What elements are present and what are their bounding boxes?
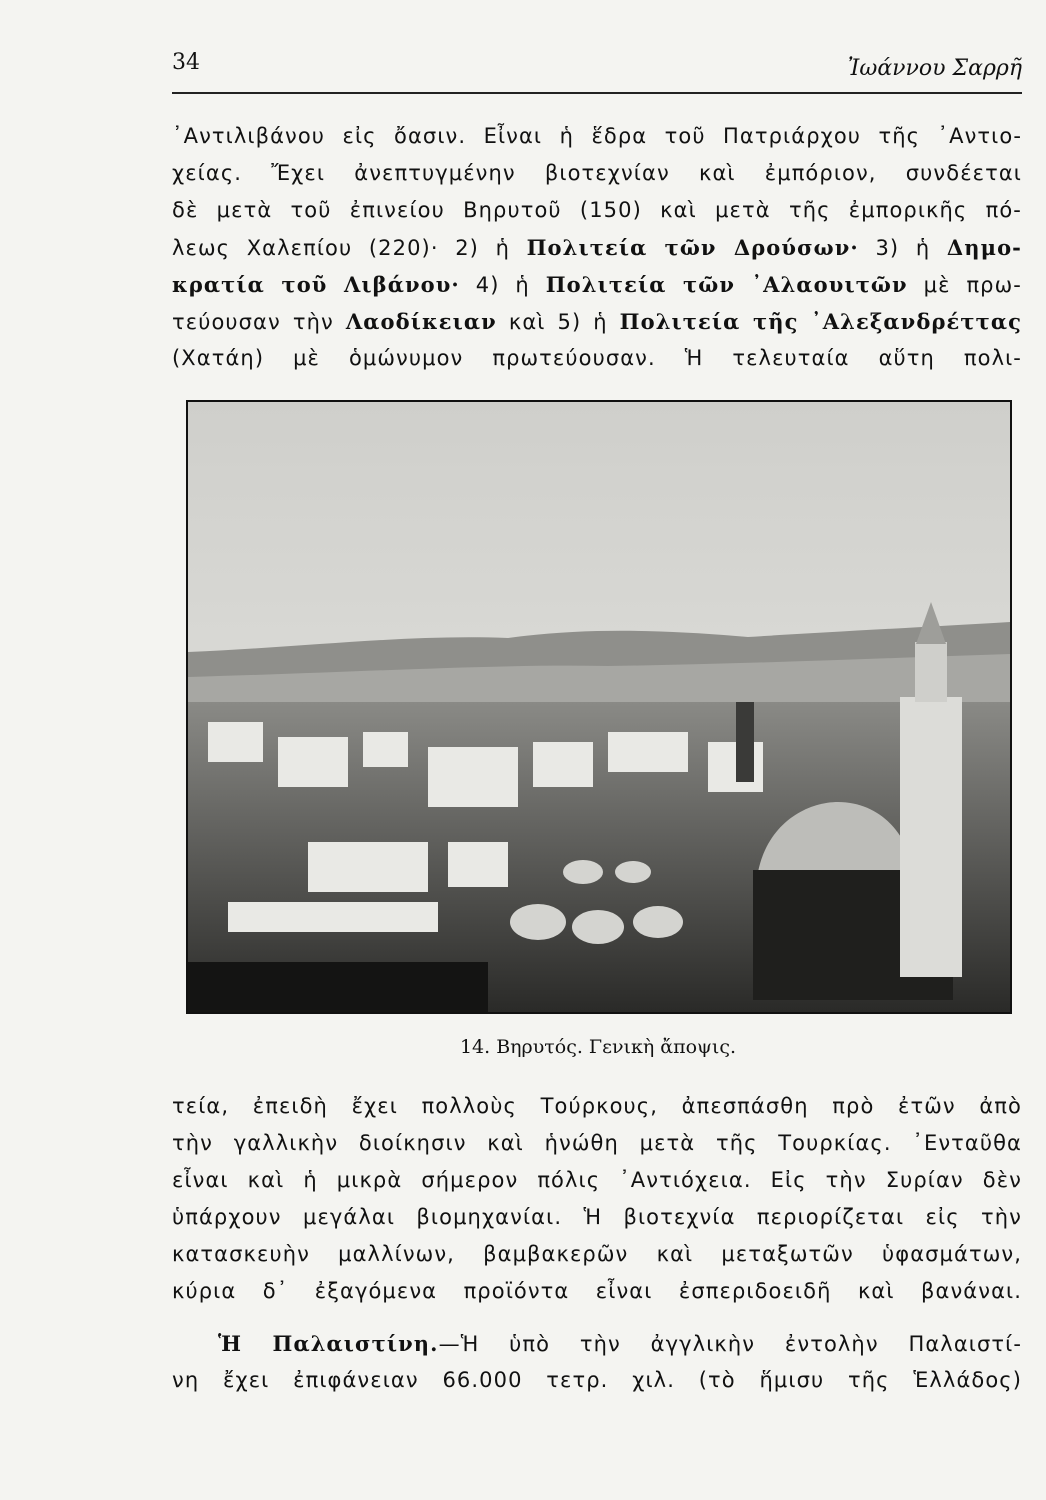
text-line: (Χατάη) μὲ ὁμώνυμον πρωτεύουσαν. Ἡ τελευταία αὕτη πολι- — [172, 346, 1022, 370]
bold-term: Δημο- — [946, 235, 1022, 260]
text-line: κατασκευὴν μαλλίνων, βαμβακερῶν καὶ μεταξωτῶν ὑφασμάτων, — [172, 1242, 1022, 1266]
text-run: 3) ἡ — [858, 236, 947, 260]
photo-beirut-general-view — [186, 400, 1012, 1014]
text-run: λεως Χαλεπίου (220)· 2) ἡ — [172, 236, 527, 260]
bold-term: Πολιτεία τῶν ᾿Αλαουιτῶν — [545, 272, 908, 297]
text-line: εἶναι καὶ ἡ μικρὰ σήμερον πόλις ᾿Αντιόχεια. Εἰς τὴν Συρίαν δὲν — [172, 1168, 1022, 1192]
bold-term: κρατία τοῦ Λιβάνου· — [172, 272, 460, 297]
minaret-tower — [900, 697, 962, 977]
text-run: καὶ 5) ἡ — [496, 310, 620, 334]
paragraph-syria-states — [172, 118, 1022, 377]
text-line: χείας. Ἔχει ἀνεπτυγμένην βιοτεχνίαν καὶ ἐμπόριον, συνδέεται — [172, 161, 1022, 185]
figure-caption: 14. Βηρυτός. Γενικὴ ἄποψις. — [459, 1036, 737, 1058]
text-line: τεία, ἐπειδὴ ἔχει πολλοὺς Τούρκους, ἀπεσπάσθη πρὸ ἐτῶν ἀπὸ — [172, 1094, 1022, 1118]
bold-term: Λαοδίκειαν — [345, 309, 497, 334]
text-line: ὑπάρχουν μεγάλαι βιομηχανίαι. Ἡ βιοτεχνία περιορίζεται εἰς τὴν — [172, 1205, 1022, 1229]
header-rule — [172, 92, 1022, 94]
photo-illustration — [188, 402, 1010, 1012]
text-line: ᾿Αντιλιβάνου εἰς ὄασιν. Εἶναι ἡ ἕδρα τοῦ Πατριάρχου τῆς ᾿Αντιο- — [172, 124, 1022, 148]
section-heading-palestine: Ἡ Παλαιστίνη. — [218, 1331, 439, 1356]
text-run: μὲ πρω- — [907, 273, 1022, 297]
text-line: νη ἔχει ἐπιφάνειαν 66.000 τετρ. χιλ. (τὸ ἥμισυ τῆς Ἑλλάδος) — [172, 1368, 1022, 1392]
page-number: 34 — [172, 50, 200, 75]
text-run: —Ἡ ὑπὸ τὴν ἀγγλικὴν ἐντολὴν Παλαιστί- — [438, 1332, 1022, 1356]
text-run: 4) ἡ — [459, 273, 546, 297]
bold-term: Πολιτεία τῆς ᾿Αλεξανδρέττας — [619, 309, 1022, 334]
text-run: τεύουσαν τὴν — [172, 310, 346, 334]
foreground-shadow — [188, 962, 488, 1012]
running-head: Ἰωάννου Σαρρῆ — [847, 56, 1022, 81]
text-line: τὴν γαλλικὴν διοίκησιν καὶ ἡνώθη μετὰ τῆς Τουρκίας. ᾿Ενταῦθα — [172, 1131, 1022, 1155]
text-line — [172, 1325, 1022, 1362]
text-line — [172, 303, 1022, 340]
text-line: δὲ μετὰ τοῦ ἐπινείου Βηρυτοῦ (150) καὶ μετὰ τῆς ἐμπορικῆς πό- — [172, 198, 1022, 222]
paragraph-industry — [172, 1088, 1022, 1310]
tower-dark — [736, 702, 754, 782]
text-line — [172, 229, 1022, 266]
paragraph-palestine — [172, 1325, 1022, 1399]
page-header — [172, 42, 1022, 92]
text-line — [172, 266, 1022, 303]
minaret-upper — [915, 642, 947, 702]
text-line: κύρια δ᾿ ἐξαγόμενα προϊόντα εἶναι ἐσπεριδοειδῆ καὶ βανάναι. — [172, 1279, 1022, 1303]
bold-term: Πολιτεία τῶν Δρούσων· — [526, 235, 859, 260]
